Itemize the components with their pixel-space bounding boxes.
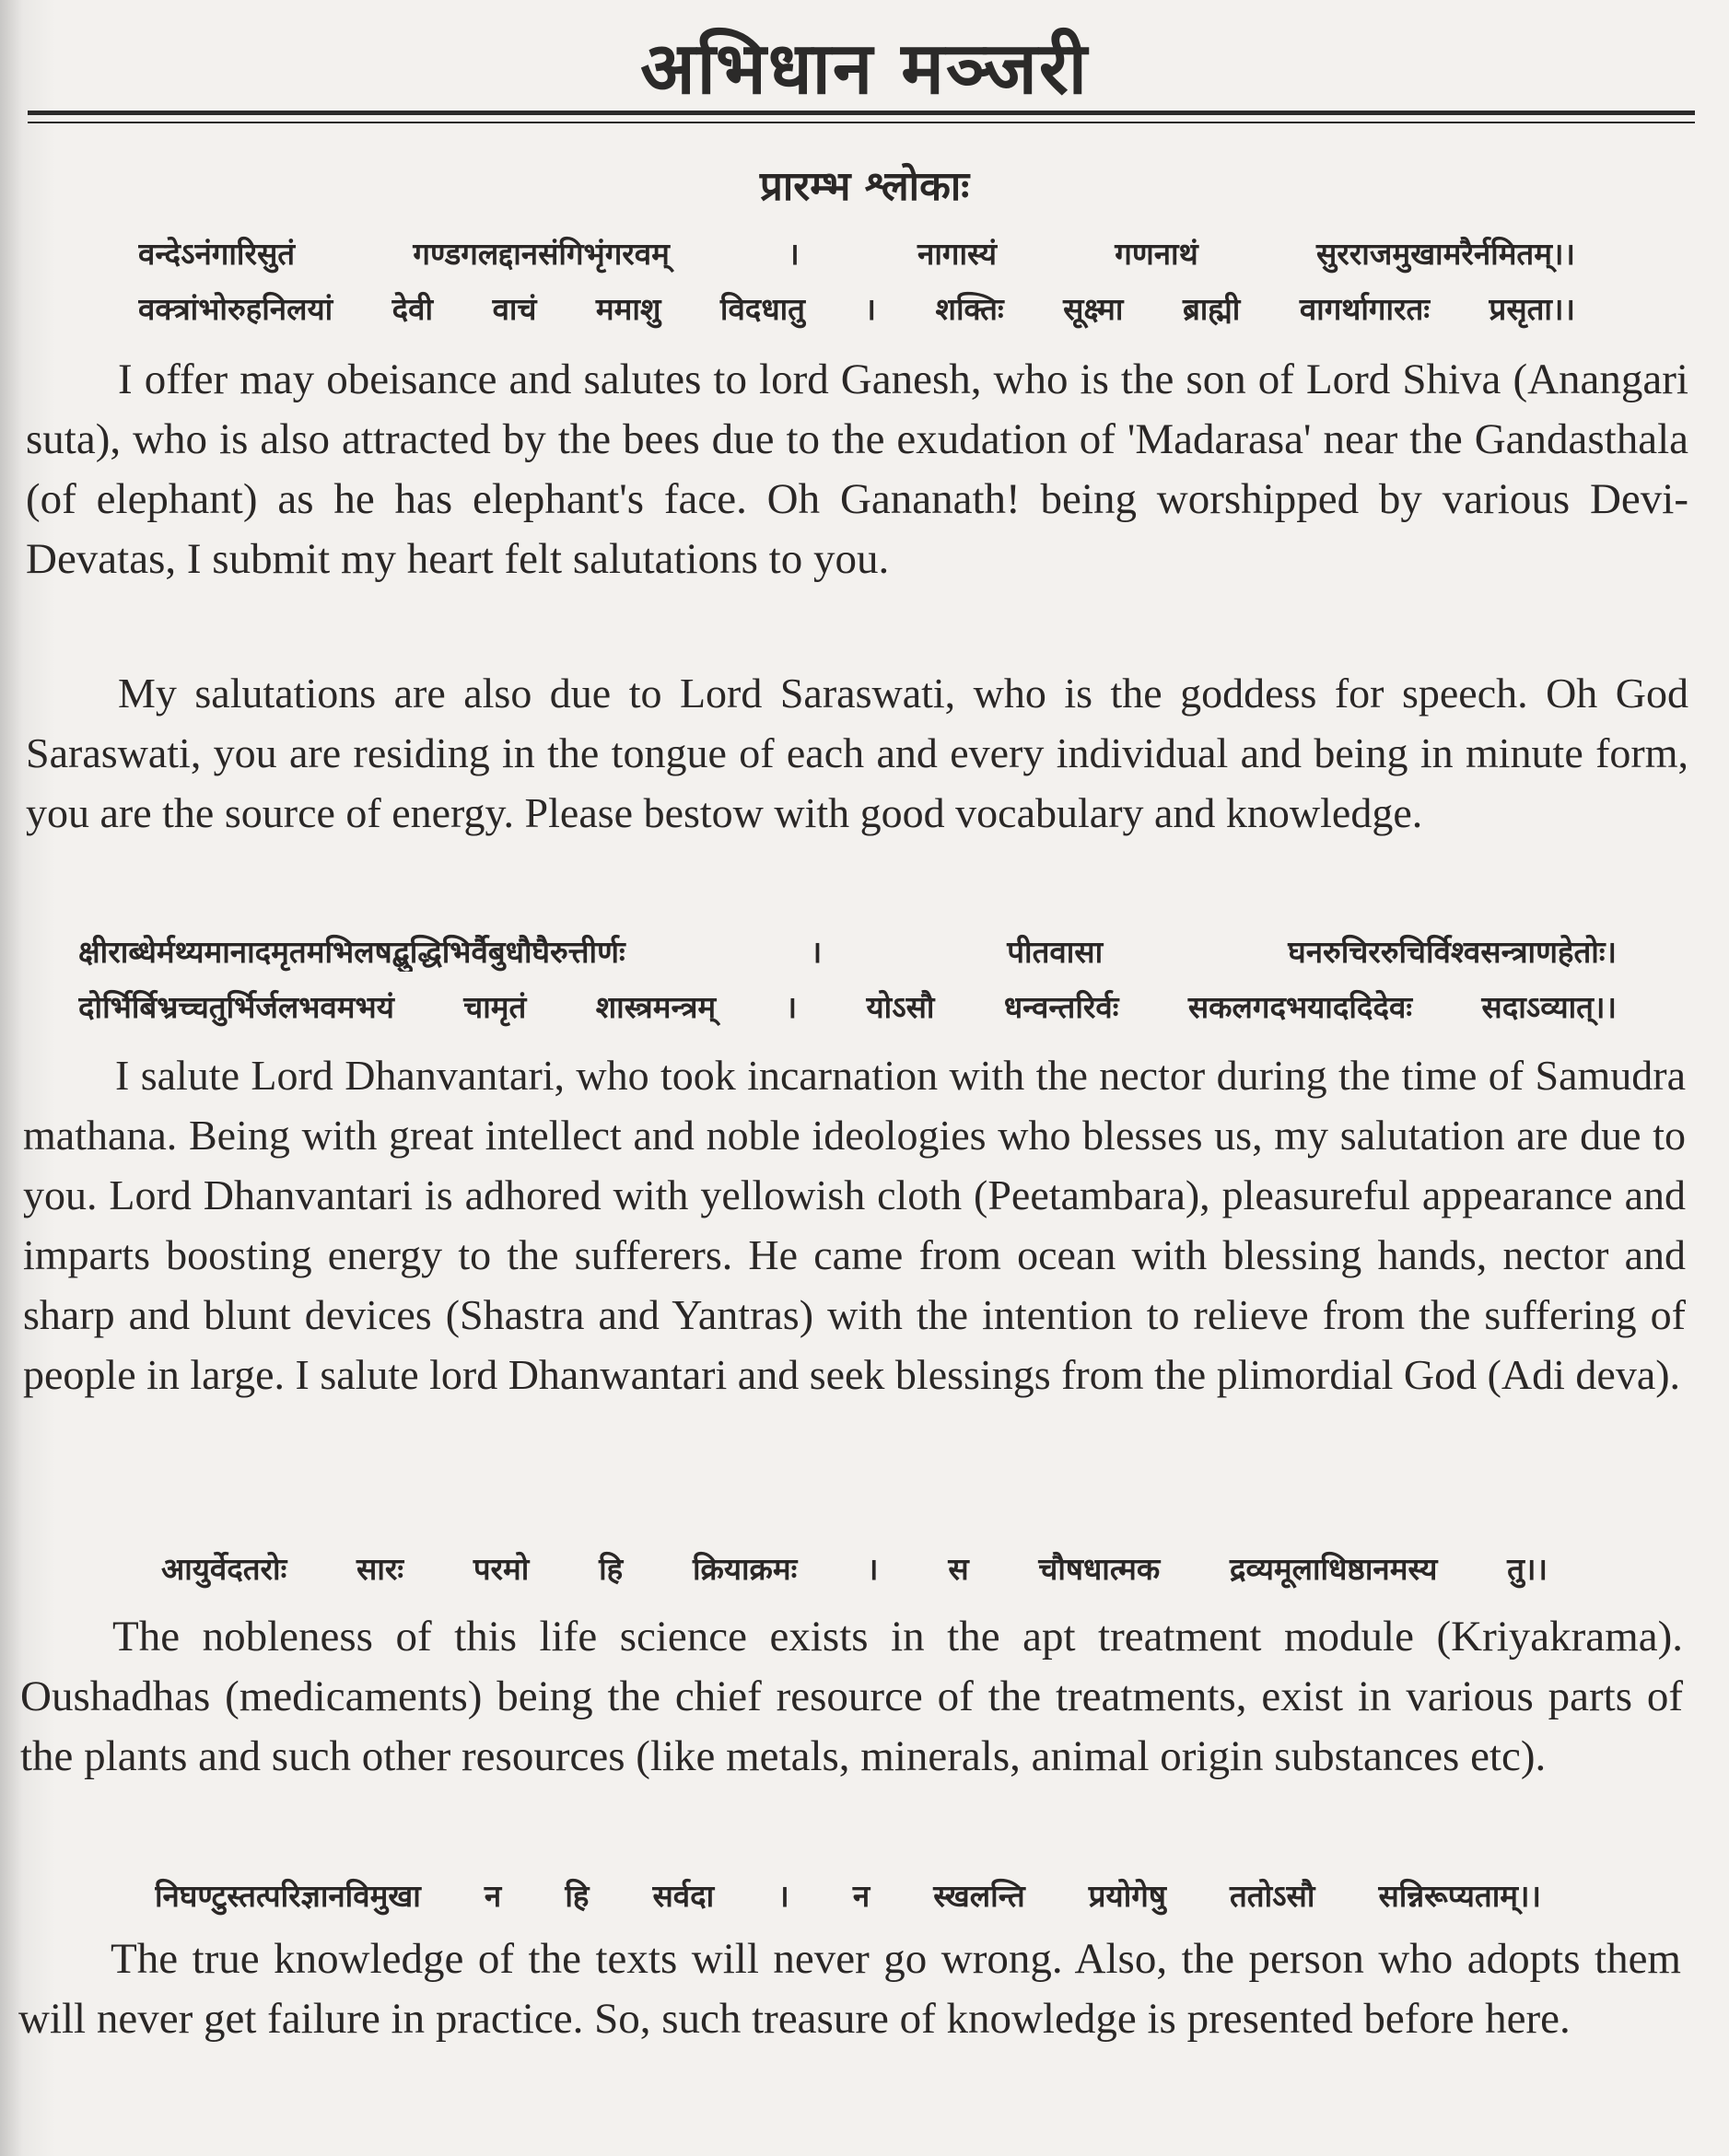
- sanskrit-verse-6: निघण्टुस्तत्परिज्ञानविमुखा न हि सर्वदा । न स्खलन्ति प्रयोगेषु ततोऽसौ सन्निरूप्यताम्।।: [155, 1878, 1541, 1914]
- paragraph-dhanvantari-text: I salute Lord Dhanvantari, who took incarnation with the nector during the time of Samudra mathana. Being with great intellect and noble ideologies who blesses us, my salutation are due to you. Lord Dhanvantari is adhored with yellowish cloth (Peetambara), pleasureful appearance and imparts boosting energy to the sufferers. He came from ocean with blessing hands, nector and sharp and blunt devices (Shastra and Yantras) with the intention to relieve from the suffering of people in large. I salute lord Dhanwantari and seek blessings from the plimordial God (Adi deva).: [23, 1052, 1686, 1398]
- paragraph-ganesh-text: I offer may obeisance and salutes to lord Ganesh, who is the son of Lord Shiva (Anangari suta), who is also attracted by the bees due to the exudation of 'Madarasa' near the Gandasthala (of elephant) as he has elephant's face. Oh Gananath! being worshipped by various Devi-Devatas, I submit my heart felt salutations to you.: [26, 355, 1688, 583]
- paragraph-knowledge: [18, 1929, 1681, 2049]
- sanskrit-verse-3: क्षीराब्धेर्मथ्यमानादमृतमभिलषद्बुद्धिभिर्वैबुधौघैरुत्तीर्णः । पीतवासा घनरुचिररुचिर्विश्वसन्त्राणहेतोः।: [78, 934, 1617, 970]
- paragraph-saraswati: [26, 663, 1688, 843]
- paragraph-kriyakrama: [20, 1607, 1683, 1787]
- section-heading: प्रारम्भ श्लोकाः: [759, 163, 970, 210]
- paragraph-ganesh: [26, 350, 1688, 589]
- paragraph-knowledge-text: The true knowledge of the texts will never go wrong. Also, the person who adopts them will never get failure in practice. So, such treasure of knowledge is presented before here.: [18, 1935, 1681, 2043]
- sanskrit-verse-5: आयुर्वेदतरोः सारः परमो हि क्रियाक्रमः । स चौषधात्मक द्रव्यमूलाधिष्ठानमस्य तु।।: [161, 1551, 1548, 1587]
- paragraph-saraswati-text: My salutations are also due to Lord Saraswati, who is the goddess for speech. Oh God Saraswati, you are residing in the tongue of each and every individual and being in minute form, you are the source of energy. Please bestow with good vocabulary and knowledge.: [26, 670, 1688, 836]
- sanskrit-verse-2: वक्त्रांभोरुहनिलयां देवी वाचं ममाशु विदधातु । शक्तिः सूक्ष्मा ब्राह्मी वागर्थागारतः प्रसृता।।: [138, 291, 1575, 327]
- title-rule-thin: [28, 122, 1695, 123]
- sanskrit-verse-4: दोर्भिर्बिभ्रच्चतुर्भिर्जलभवमभयं चामृतं शास्त्रमन्त्रम् । योऽसौ धन्वन्तरिर्वः सकलगदभयाददिदेवः सदाऽव्यात्।।: [78, 989, 1617, 1025]
- paragraph-dhanvantari: [23, 1045, 1686, 1404]
- page-title: अभिधान मञ्जरी: [640, 28, 1089, 111]
- paragraph-kriyakrama-text: The nobleness of this life science exists in the apt treatment module (Kriyakrama). Oushadhas (medicaments) being the chief resource of the treatments, exist in various parts of the plants and such other resources (like metals, minerals, animal origin substances etc).: [20, 1613, 1683, 1780]
- title-rule-thick: [28, 111, 1695, 115]
- sanskrit-verse-1: वन्देऽनंगारिसुतं गण्डगलद्दानसंगिभृंगरवम् । नागास्यं गणनाथं सुरराजमुखामरैर्नमितम्।।: [138, 236, 1575, 272]
